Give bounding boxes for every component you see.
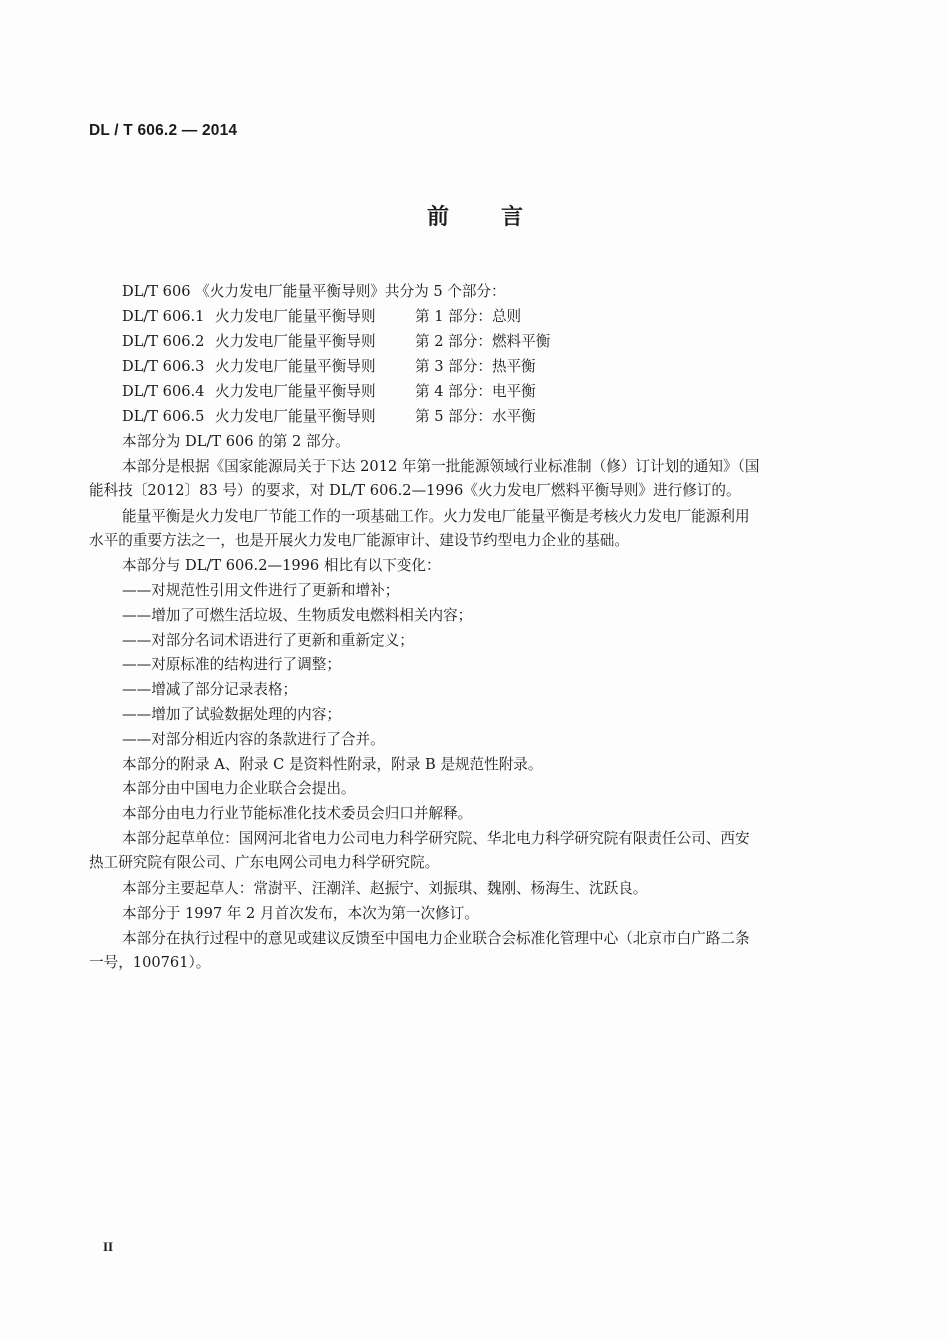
body-line: 本部分由电力行业节能标准化技术委员会归口并解释。 — [122, 805, 473, 822]
part-row — [122, 382, 536, 402]
change-item: ——对部分名词术语进行了更新和重新定义； — [122, 632, 414, 649]
part-name: 火力发电厂能量平衡导则 — [215, 408, 376, 425]
body-line: 本部分由中国电力企业联合会提出。 — [122, 780, 356, 797]
part-row — [122, 357, 536, 377]
part-code: DL/T 606.2 — [122, 333, 205, 350]
page-number: II — [103, 1239, 114, 1254]
body-line: 能科技〔2012〕83 号）的要求，对 DL/T 606.2—1996《火力发电厂燃料平衡导则》进行修订的。 — [89, 482, 741, 499]
part-row — [122, 332, 550, 352]
change-item: ——增加了试验数据处理的内容； — [122, 706, 341, 723]
body-line: 本部分的附录 A、附录 C 是资料性附录，附录 B 是规范性附录。 — [122, 756, 543, 773]
part-name: 火力发电厂能量平衡导则 — [215, 383, 376, 400]
part-code: DL/T 606.4 — [122, 383, 205, 400]
body-line: 本部分于 1997 年 2 月首次发布，本次为第一次修订。 — [122, 905, 479, 922]
part-label: 第 1 部分：总则 — [415, 308, 522, 325]
body-line: 本部分在执行过程中的意见或建议反馈至中国电力企业联合会标准化管理中心（北京市白广路二条 — [122, 930, 750, 947]
change-item: ——对原标准的结构进行了调整； — [122, 656, 341, 673]
part-code: DL/T 606.5 — [122, 408, 205, 425]
body-line: 本部分起草单位：国网河北省电力公司电力科学研究院、华北电力科学研究院有限责任公司、西安 — [122, 830, 750, 847]
part-label: 第 4 部分：电平衡 — [415, 383, 536, 400]
standard-code: DL / T 606.2 — 2014 — [89, 122, 238, 139]
body-line: 本部分与 DL/T 606.2—1996 相比有以下变化： — [122, 557, 441, 574]
body-line: 水平的重要方法之一，也是开展火力发电厂能源审计、建设节约型电力企业的基础。 — [89, 532, 629, 549]
body-line: 热工研究院有限公司、广东电网公司电力科学研究院。 — [89, 854, 440, 871]
title-char-2: 言 — [501, 205, 524, 230]
part-name: 火力发电厂能量平衡导则 — [215, 358, 376, 375]
part-code: DL/T 606.3 — [122, 358, 205, 375]
part-name: 火力发电厂能量平衡导则 — [215, 333, 376, 350]
change-item: ——增加了可燃生活垃圾、生物质发电燃料相关内容； — [122, 607, 473, 624]
change-item: ——对部分相近内容的条款进行了合并。 — [122, 731, 385, 748]
body-line: 本部分主要起草人：常澍平、汪潮洋、赵振宁、刘振琪、魏刚、杨海生、沈跃良。 — [122, 880, 648, 897]
change-item: ——增减了部分记录表格； — [122, 681, 298, 698]
title-char-1: 前 — [426, 205, 449, 230]
part-label: 第 5 部分：水平衡 — [415, 408, 536, 425]
part-label: 第 3 部分：热平衡 — [415, 358, 536, 375]
part-row — [122, 307, 521, 327]
body-line: 能量平衡是火力发电厂节能工作的一项基础工作。火力发电厂能量平衡是考核火力发电厂能源利用 — [122, 508, 750, 525]
part-code: DL/T 606.1 — [122, 308, 205, 325]
part-row — [122, 407, 536, 427]
body-line: 本部分是根据《国家能源局关于下达 2012 年第一批能源领域行业标准制（修）订计划的通知》（国 — [122, 458, 760, 475]
intro-line: DL/T 606 《火力发电厂能量平衡导则》共分为 5 个部分： — [122, 283, 506, 300]
body-line: 一号，100761）。 — [89, 954, 211, 971]
change-item: ——对规范性引用文件进行了更新和增补； — [122, 582, 400, 599]
page-title — [0, 200, 950, 231]
part-label: 第 2 部分：燃料平衡 — [415, 333, 551, 350]
body-line: 本部分为 DL/T 606 的第 2 部分。 — [122, 433, 350, 450]
part-name: 火力发电厂能量平衡导则 — [215, 308, 376, 325]
